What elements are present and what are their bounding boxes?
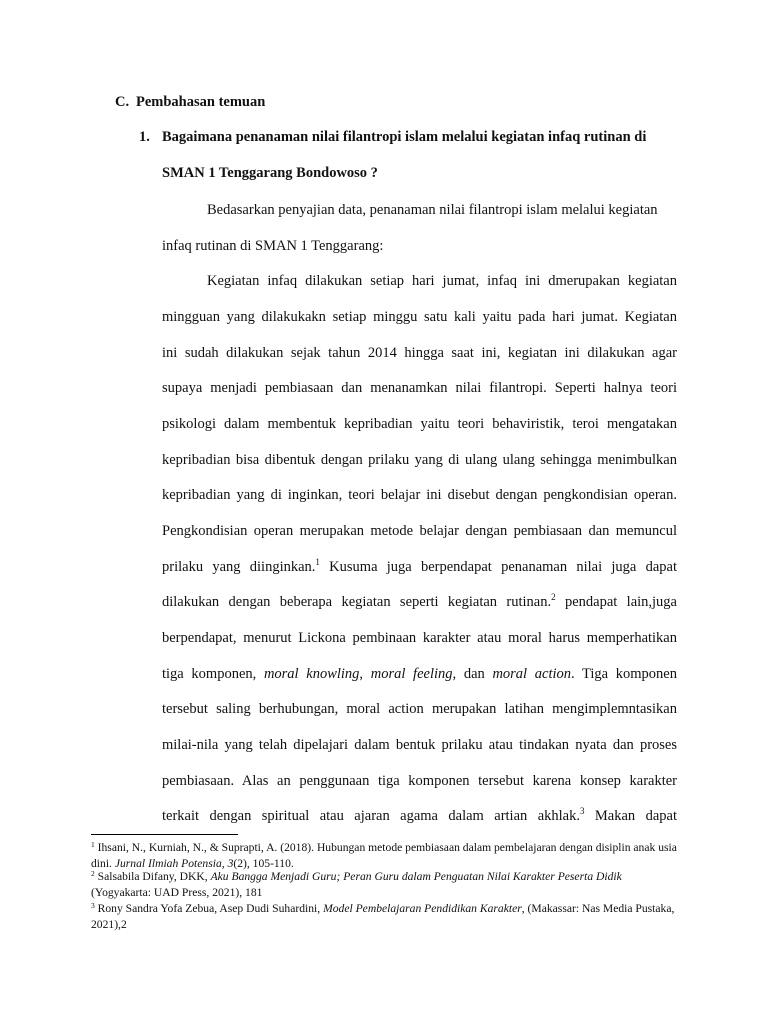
- paragraph-2-line-1: Kegiatan infaq dilakukan setiap hari jumat, infaq ini dmerupakan kegiatan: [207, 273, 677, 289]
- paragraph-1-line-2: infaq rutinan di SMAN 1 Tenggarang:: [162, 238, 384, 254]
- paragraph-1-line-1: Bedasarkan penyajian data, penanaman nilai filantropi islam melalui kegiatan: [207, 202, 658, 218]
- question-title-line-1: Bagaimana penanaman nilai filantropi islam melalui kegiatan infaq rutinan di: [162, 129, 647, 145]
- italic-term: moral feeling: [370, 666, 453, 682]
- footnote-text: Ihsani, N., Kurniah, N., & Suprapti, A. (2018). Hubungan metode pembiasaan dalam pembelajaran dengan disiplin anak usia dini.: [91, 841, 677, 870]
- paragraph-2-line-11: berpendapat, menurut Lickona pembinaan karakter atau moral harus memperhatikan: [162, 630, 677, 646]
- text-segment: pendapat lain,juga: [555, 594, 677, 610]
- footnote-number: 3: [91, 901, 95, 910]
- footnote-journal: Jurnal Ilmiah Potensia: [114, 856, 222, 870]
- paragraph-2-line-9: [162, 558, 677, 576]
- italic-term: moral action: [492, 666, 571, 682]
- paragraph-2-line-10: [162, 593, 677, 611]
- paragraph-2-line-4: supaya menjadi pembiasaan dan menanamkan nilai filantropi. Seperti halnya teori: [162, 380, 677, 396]
- text-segment: terkait dengan spiritual atau ajaran agama dalam artian akhlak.: [162, 808, 580, 824]
- paragraph-2-line-15: pembiasaan. Alas an penggunaan tiga komponen tersebut karena konsep karakter: [162, 773, 677, 789]
- footnote-text: (Yogyakarta: UAD Press, 2021), 181: [91, 885, 263, 899]
- paragraph-2-line-16: [162, 807, 677, 825]
- footnote-text: , (Makassar: Nas Media Pustaka, 2021),2: [91, 902, 675, 931]
- text-segment: tiga komponen,: [162, 666, 264, 682]
- paragraph-2-line-12: [162, 665, 677, 683]
- paragraph-2-line-8: Pengkondisian operan merupakan metode belajar dengan pembiasaan dan memuncul: [162, 523, 677, 539]
- text-segment: . Tiga komponen: [571, 666, 677, 682]
- text-segment: Makan dapat: [584, 808, 677, 824]
- text-segment: Kusuma juga berpendapat penanaman nilai juga dapat: [319, 559, 677, 575]
- paragraph-2-line-6: kepribadian bisa dibentuk dengan prilaku yang di ulang ulang sehingga menimbulkan: [162, 452, 677, 468]
- footnote-2: [91, 869, 681, 900]
- paragraph-2-line-5: psikologi dalam membentuk kepribadian yaitu teori behaviristik, teroi mengatakan: [162, 416, 677, 432]
- paragraph-2-line-3: ini sudah dilakukan sejak tahun 2014 hingga saat ini, kegiatan ini dilakukan agar: [162, 345, 677, 361]
- footnote-number: 1: [91, 840, 95, 849]
- footnote-text: ,: [221, 856, 228, 870]
- footnote-separator: [91, 834, 238, 835]
- paragraph-2-line-14: milai-nila yang telah dipelajari dalam bentuk prilaku atau tindakan nyata dan proses: [162, 737, 677, 753]
- footnote-1: [91, 840, 681, 871]
- question-title-line-2: SMAN 1 Tenggarang Bondowoso ?: [162, 165, 378, 181]
- footnote-text: (2), 105-110.: [233, 856, 294, 870]
- footnote-book-title: Aku Bangga Menjadi Guru; Peran Guru dalam Penguatan Nilai Karakter Peserta Didik: [210, 870, 622, 883]
- footnote-number: 2: [91, 869, 95, 878]
- paragraph-2-line-2: mingguan yang dilakukakn setiap minggu satu kali yaitu pada hari jumat. Kegiatan: [162, 309, 677, 325]
- footnote-text: Rony Sandra Yofa Zebua, Asep Dudi Suhardini,: [94, 902, 324, 915]
- footnote-book-title: Model Pembelajaran Pendidikan Karakter: [323, 902, 522, 915]
- footnote-volume: 3: [227, 856, 234, 870]
- section-letter: C.: [115, 94, 130, 110]
- section-heading: [115, 94, 265, 111]
- text-segment: ,: [359, 666, 371, 682]
- footnote-text: Salsabila Difany, DKK,: [94, 870, 211, 883]
- footnote-ref-1: 1: [315, 557, 320, 567]
- text-segment: dilakukan dengan beberapa kegiatan seperti kegiatan rutinan.: [162, 594, 552, 610]
- question-number: 1.: [139, 129, 150, 145]
- text-segment: prilaku yang diinginkan.: [162, 559, 316, 575]
- paragraph-2-line-7: kepribadian yang di inginkan, teori belajar ini disebut dengan pengkondisian operan.: [162, 487, 677, 503]
- text-segment: , dan: [452, 666, 493, 682]
- footnote-ref-3: 3: [579, 806, 585, 816]
- paragraph-2-line-13: tersebut saling berhubungan, moral action merupakan latihan mengimplemntasikan: [162, 701, 677, 717]
- italic-term: moral knowling: [263, 666, 360, 682]
- footnote-3: [91, 901, 681, 932]
- footnote-ref-2: 2: [551, 592, 556, 602]
- section-title: Pembahasan temuan: [136, 94, 266, 110]
